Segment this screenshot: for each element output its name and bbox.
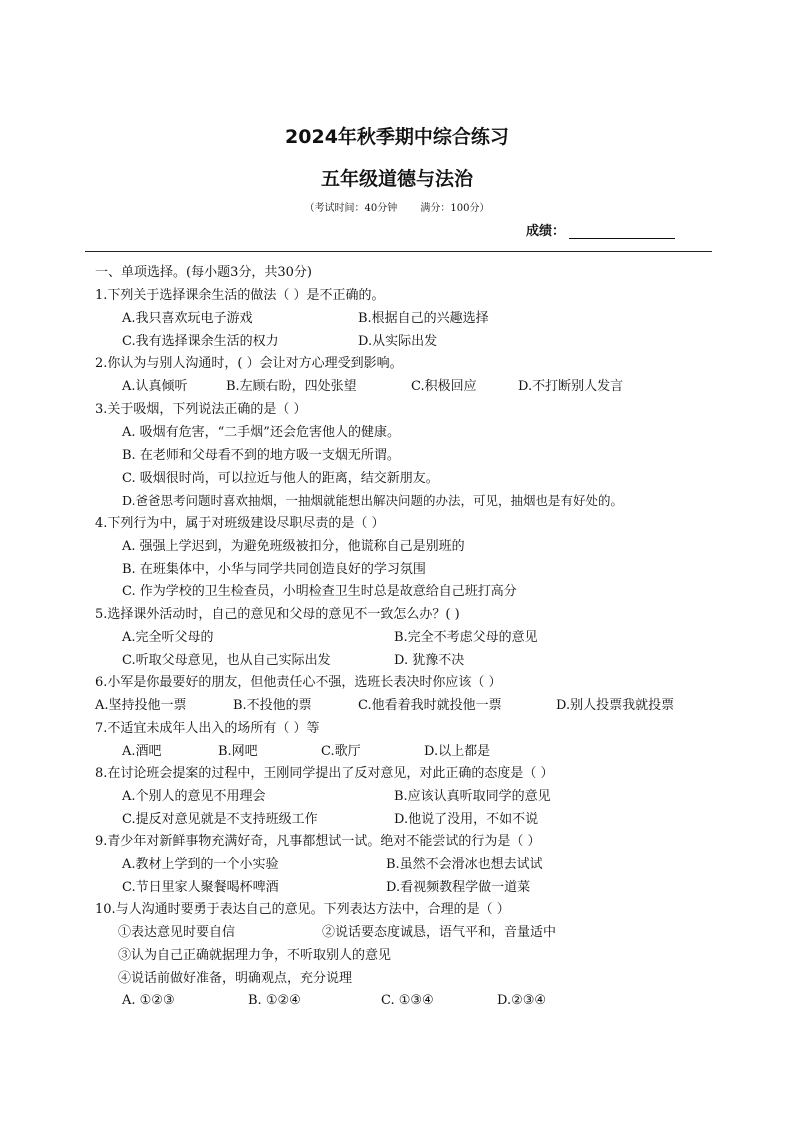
question-10-stem: 10.与人沟通时要勇于表达自己的意见。下列表达方法中，合理的是（ ） [95,902,510,917]
question-3-option-d: D.爸爸思考问题时喜欢抽烟，一抽烟就能想出解决问题的办法，可见，抽烟也是有好处的。 [122,493,624,508]
question-4-stem: 4.下列行为中，属于对班级建设尽职尽责的是（ ） [95,516,385,531]
question-8-option-d: D.他说了没用，不如不说 [394,812,539,827]
question-2-option-a: A.认真倾听 [122,379,188,394]
question-10-option-d: D.②③④ [497,993,547,1008]
question-1-option-b: B.根据自己的兴趣选择 [358,311,489,326]
question-9-stem: 9.青少年对新鲜事物充满好奇，凡事都想试一试。绝对不能尝试的行为是（ ） [95,834,541,849]
question-9-option-c: C.节日里家人聚餐喝杯啤酒 [122,880,279,895]
score-field [526,220,675,239]
question-4-option-b: B. 在班集体中，小华与同学共同创造良好的学习氛围 [122,562,426,577]
question-8-stem: 8.在讨论班会提案的过程中，王刚同学提出了反对意见，对此正确的态度是（ ） [95,766,554,781]
question-1-option-c: C.我有选择课余生活的权力 [122,334,279,349]
question-5-option-c: C.听取父母意见，也从自己实际出发 [122,653,331,668]
question-10-statement-2: ②说话要态度诚恳，语气平和，音量适中 [322,925,557,940]
exam-subtitle: 五年级道德与法治 [320,168,473,190]
header-divider [85,251,712,252]
score-label: 成绩： [526,224,566,239]
question-6-option-a: A.坚持投他一票 [95,698,187,713]
question-3-stem: 3.关于吸烟，下列说法正确的是（ ） [95,402,307,417]
question-5-stem: 5.选择课外活动时，自己的意见和父母的意见不一致怎么办？( ) [95,607,460,622]
question-7-stem: 7.不适宜未成年人出入的场所有（ ）等 [95,721,320,736]
question-8-option-a: A.个别人的意见不用理会 [122,789,266,804]
question-7-option-a: A.酒吧 [122,744,162,759]
question-10-option-c: C. ①③④ [381,993,434,1008]
question-10-option-a: A. ①②③ [122,993,175,1008]
question-6-stem: 6.小军是你最要好的朋友，但他责任心不强，选班长表决时你应该（ ） [95,675,502,690]
exam-info [0,199,794,214]
question-2-option-d: D.不打断别人发言 [518,379,624,394]
question-2-option-c: C.积极回应 [411,379,477,394]
question-1-option-d: D.从实际出发 [358,334,438,349]
question-5-option-d: D. 犹豫不决 [394,653,465,668]
question-2-option-b: B.左顾右盼，四处张望 [226,379,357,394]
question-3-option-a: A. 吸烟有危害，“二手烟”还会危害他人的健康。 [122,425,400,440]
question-3-option-c: C. 吸烟很时尚，可以拉近与他人的距离，结交新朋友。 [122,471,439,486]
question-9-option-d: D.看视频教程学做一道菜 [386,880,531,895]
exam-title: 2024年秋季期中综合练习 [285,126,509,148]
question-9-option-b: B.虽然不会滑冰也想去试试 [386,857,543,872]
question-10-statement-4: ④说话前做好准备，明确观点，充分说理 [118,971,353,986]
question-10-statement-1: ①表达意见时要自信 [118,925,236,940]
question-9-option-a: A.教材上学到的一个小实验 [122,857,279,872]
exam-time: （考试时间：40分钟 [304,203,398,214]
question-4-option-a: A. 强强上学迟到，为避免班级被扣分，他谎称自己是别班的 [122,539,465,554]
full-score: 满分：100分） [420,203,490,214]
score-blank [569,225,675,239]
question-10-statement-3: ③认为自己正确就据理力争，不听取别人的意见 [118,948,392,963]
question-8-option-b: B.应该认真听取同学的意见 [394,789,551,804]
question-8-option-c: C.提反对意见就是不支持班级工作 [122,812,318,827]
question-6-option-c: C.他看着我时就投他一票 [358,698,502,713]
question-7-option-b: B.网吧 [218,744,258,759]
question-10-option-b: B. ①②④ [248,993,301,1008]
section-heading: 一、单项选择。(每小题3分，共30分) [95,265,312,280]
question-3-option-b: B. 在老师和父母看不到的地方吸一支烟无所谓。 [122,448,400,463]
question-6-option-d: D.别人投票我就投票 [556,698,675,713]
question-7-option-c: C.歌厅 [321,744,361,759]
question-4-option-c: C. 作为学校的卫生检查员，小明检查卫生时总是故意给自己班打高分 [122,584,517,599]
question-1-option-a: A.我只喜欢玩电子游戏 [122,311,253,326]
question-1-stem: 1.下列关于选择课余生活的做法（ ）是不正确的。 [95,288,385,303]
question-5-option-b: B.完全不考虑父母的意见 [394,630,538,645]
question-5-option-a: A.完全听父母的 [122,630,214,645]
question-6-option-b: B.不投他的票 [233,698,312,713]
question-2-stem: 2.你认为与别人沟通时，( ）会让对方心理受到影响。 [95,356,403,371]
question-7-option-d: D.以上都是 [424,744,491,759]
